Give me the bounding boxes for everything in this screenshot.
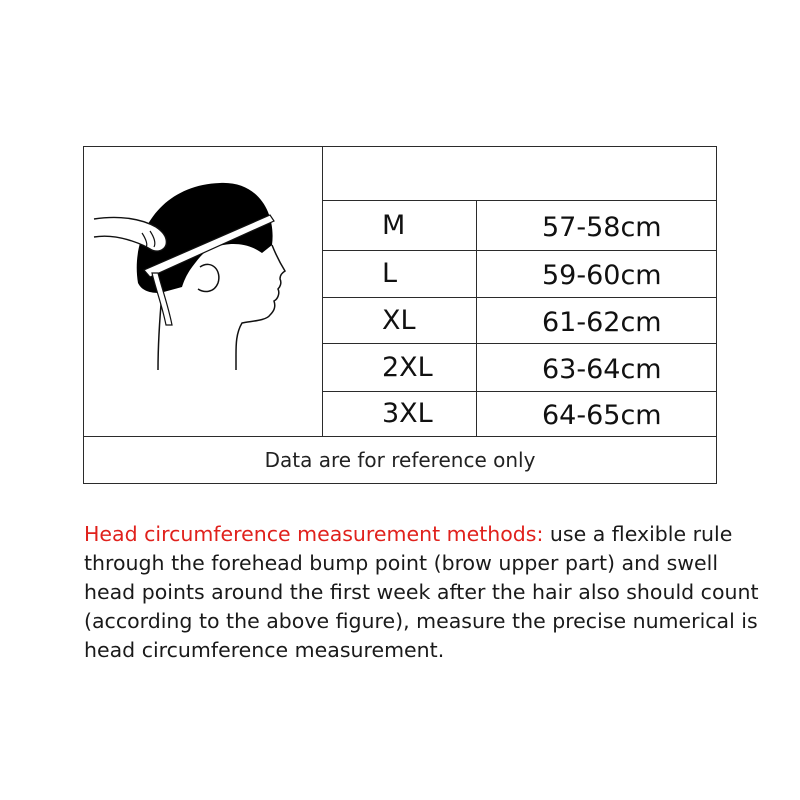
size-label: L	[382, 258, 398, 289]
size-range: 63-64cm	[542, 354, 662, 385]
size-label: 3XL	[382, 398, 433, 429]
row-line	[322, 200, 717, 201]
row-line	[322, 343, 717, 344]
row-line	[322, 297, 717, 298]
size-label: 2XL	[382, 352, 433, 383]
instructions-body: use a flexible rule through the forehead bump point (brow upper part) and swell head points around the first week after the hair also should count (according to the above figure), measure the precise numerical is head circumference measurement.	[84, 522, 759, 662]
instructions-heading: Head circumference measurement methods:	[84, 522, 544, 546]
head-measurement-illustration-icon	[90, 175, 310, 375]
size-range-divider	[476, 200, 477, 436]
reference-note: Data are for reference only	[264, 448, 536, 472]
size-label: XL	[382, 305, 416, 336]
measurement-instructions	[84, 520, 764, 665]
size-range: 57-58cm	[542, 212, 662, 243]
size-range: 61-62cm	[542, 307, 662, 338]
size-range: 59-60cm	[542, 260, 662, 291]
size-label: M	[382, 210, 406, 241]
row-line	[322, 250, 717, 251]
row-line	[322, 391, 717, 392]
size-range: 64-65cm	[542, 400, 662, 431]
column-divider	[322, 146, 323, 436]
